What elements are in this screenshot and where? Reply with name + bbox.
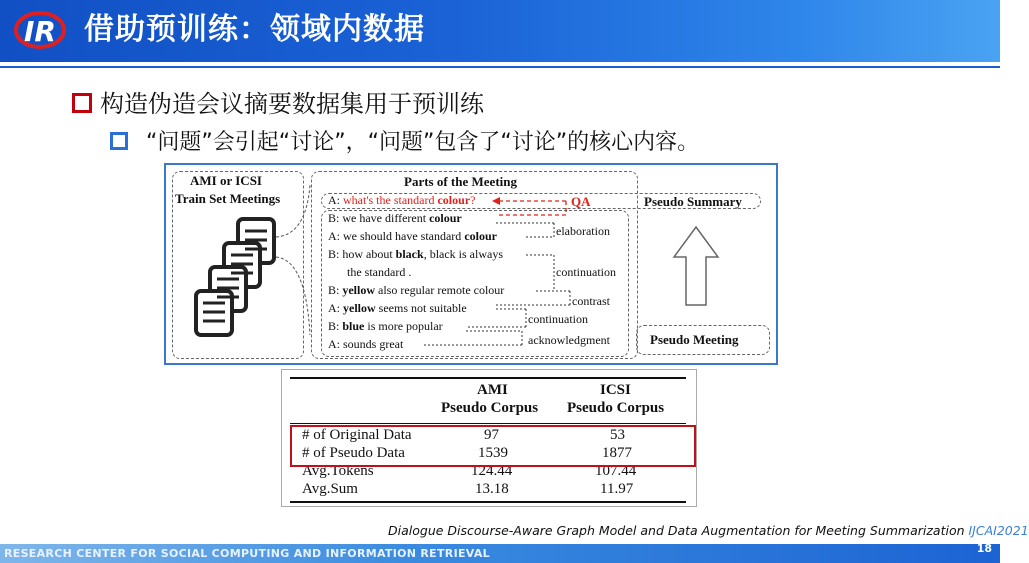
footer-bar bbox=[0, 544, 1000, 563]
utterance-7: B: blue is more popular bbox=[328, 319, 443, 333]
page-title: 借助预训练：领域内数据 bbox=[84, 12, 425, 47]
pseudo-corpus-table bbox=[281, 369, 697, 507]
header-divider bbox=[0, 66, 1000, 68]
highlight-box bbox=[290, 425, 696, 467]
bullet-sub bbox=[110, 128, 699, 158]
col-ami-sub: Pseudo Corpus bbox=[441, 400, 539, 416]
bullet-main bbox=[72, 88, 484, 120]
pseudo-meeting-label: Pseudo Meeting bbox=[650, 332, 739, 347]
utterance-6: A: yellow seems not suitable bbox=[328, 301, 467, 315]
row-icsi-value: 1877 bbox=[602, 445, 632, 461]
bullet-sub-text: “问题”会引起“讨论”，“问题”包含了“讨论”的核心内容。 bbox=[146, 130, 700, 155]
col-ami-title: AMI bbox=[477, 382, 508, 398]
utterance-4: B: how about black, black is always bbox=[328, 247, 503, 261]
utterance-5: B: yellow also regular remote colour bbox=[328, 283, 505, 297]
utterance-4-cont: the standard . bbox=[347, 265, 412, 279]
row-label: # of Pseudo Data bbox=[302, 445, 405, 461]
row-icsi-value: 11.97 bbox=[600, 481, 634, 497]
relation-continuation-1: continuation bbox=[556, 265, 616, 279]
bullet-square-icon bbox=[110, 132, 128, 150]
relation-continuation-2: continuation bbox=[528, 312, 588, 326]
col-icsi-sub: Pseudo Corpus bbox=[567, 400, 665, 416]
utterance-3: A: we should have standard colour bbox=[328, 229, 497, 243]
row-icsi-value: 53 bbox=[610, 427, 625, 443]
left-title-1: AMI or ICSI bbox=[190, 173, 262, 188]
row-ami-value: 1539 bbox=[478, 445, 508, 461]
pseudo-meeting-figure bbox=[164, 163, 778, 365]
hit-ir-logo bbox=[14, 8, 70, 52]
bullet-main-text: 构造伪造会议摘要数据集用于预训练 bbox=[100, 90, 484, 118]
row-ami-value: 97 bbox=[484, 427, 499, 443]
row-icsi-value: 107.44 bbox=[595, 463, 637, 479]
row-ami-value: 124.44 bbox=[471, 463, 513, 479]
utterance-2: B: we have different colour bbox=[328, 211, 462, 225]
row-label: Avg.Tokens bbox=[302, 463, 374, 479]
bullet-square-icon bbox=[72, 93, 92, 113]
utterance-8: A: sounds great bbox=[328, 337, 404, 351]
table-top-rule bbox=[290, 377, 686, 379]
parts-title: Parts of the Meeting bbox=[404, 174, 517, 189]
utterance-1: A: what's the standard colour? bbox=[328, 193, 476, 207]
relation-contrast: contrast bbox=[572, 294, 610, 308]
col-icsi-title: ICSI bbox=[600, 382, 631, 398]
svg-text:IR: IR bbox=[24, 15, 56, 48]
left-title-2: Train Set Meetings bbox=[175, 191, 281, 206]
row-label: Avg.Sum bbox=[302, 481, 358, 497]
page-number: 18 bbox=[976, 542, 992, 555]
citation: Dialogue Discourse-Aware Graph Model and Data Augmentation for Meeting Summarization IJCAI2021 bbox=[388, 523, 1029, 538]
title-bar bbox=[0, 0, 1000, 62]
footer-text: RESEARCH CENTER FOR SOCIAL COMPUTING AND INFORMATION RETRIEVAL bbox=[4, 547, 490, 560]
pseudo-summary-label: Pseudo Summary bbox=[644, 194, 742, 209]
relation-acknowledgment: acknowledgment bbox=[528, 333, 610, 347]
table-header-rule bbox=[290, 423, 686, 424]
qa-label: QA bbox=[571, 194, 591, 209]
table-bottom-rule bbox=[290, 501, 686, 503]
row-label: # of Original Data bbox=[302, 427, 412, 443]
row-ami-value: 13.18 bbox=[475, 481, 509, 497]
relation-elaboration: elaboration bbox=[556, 224, 610, 238]
